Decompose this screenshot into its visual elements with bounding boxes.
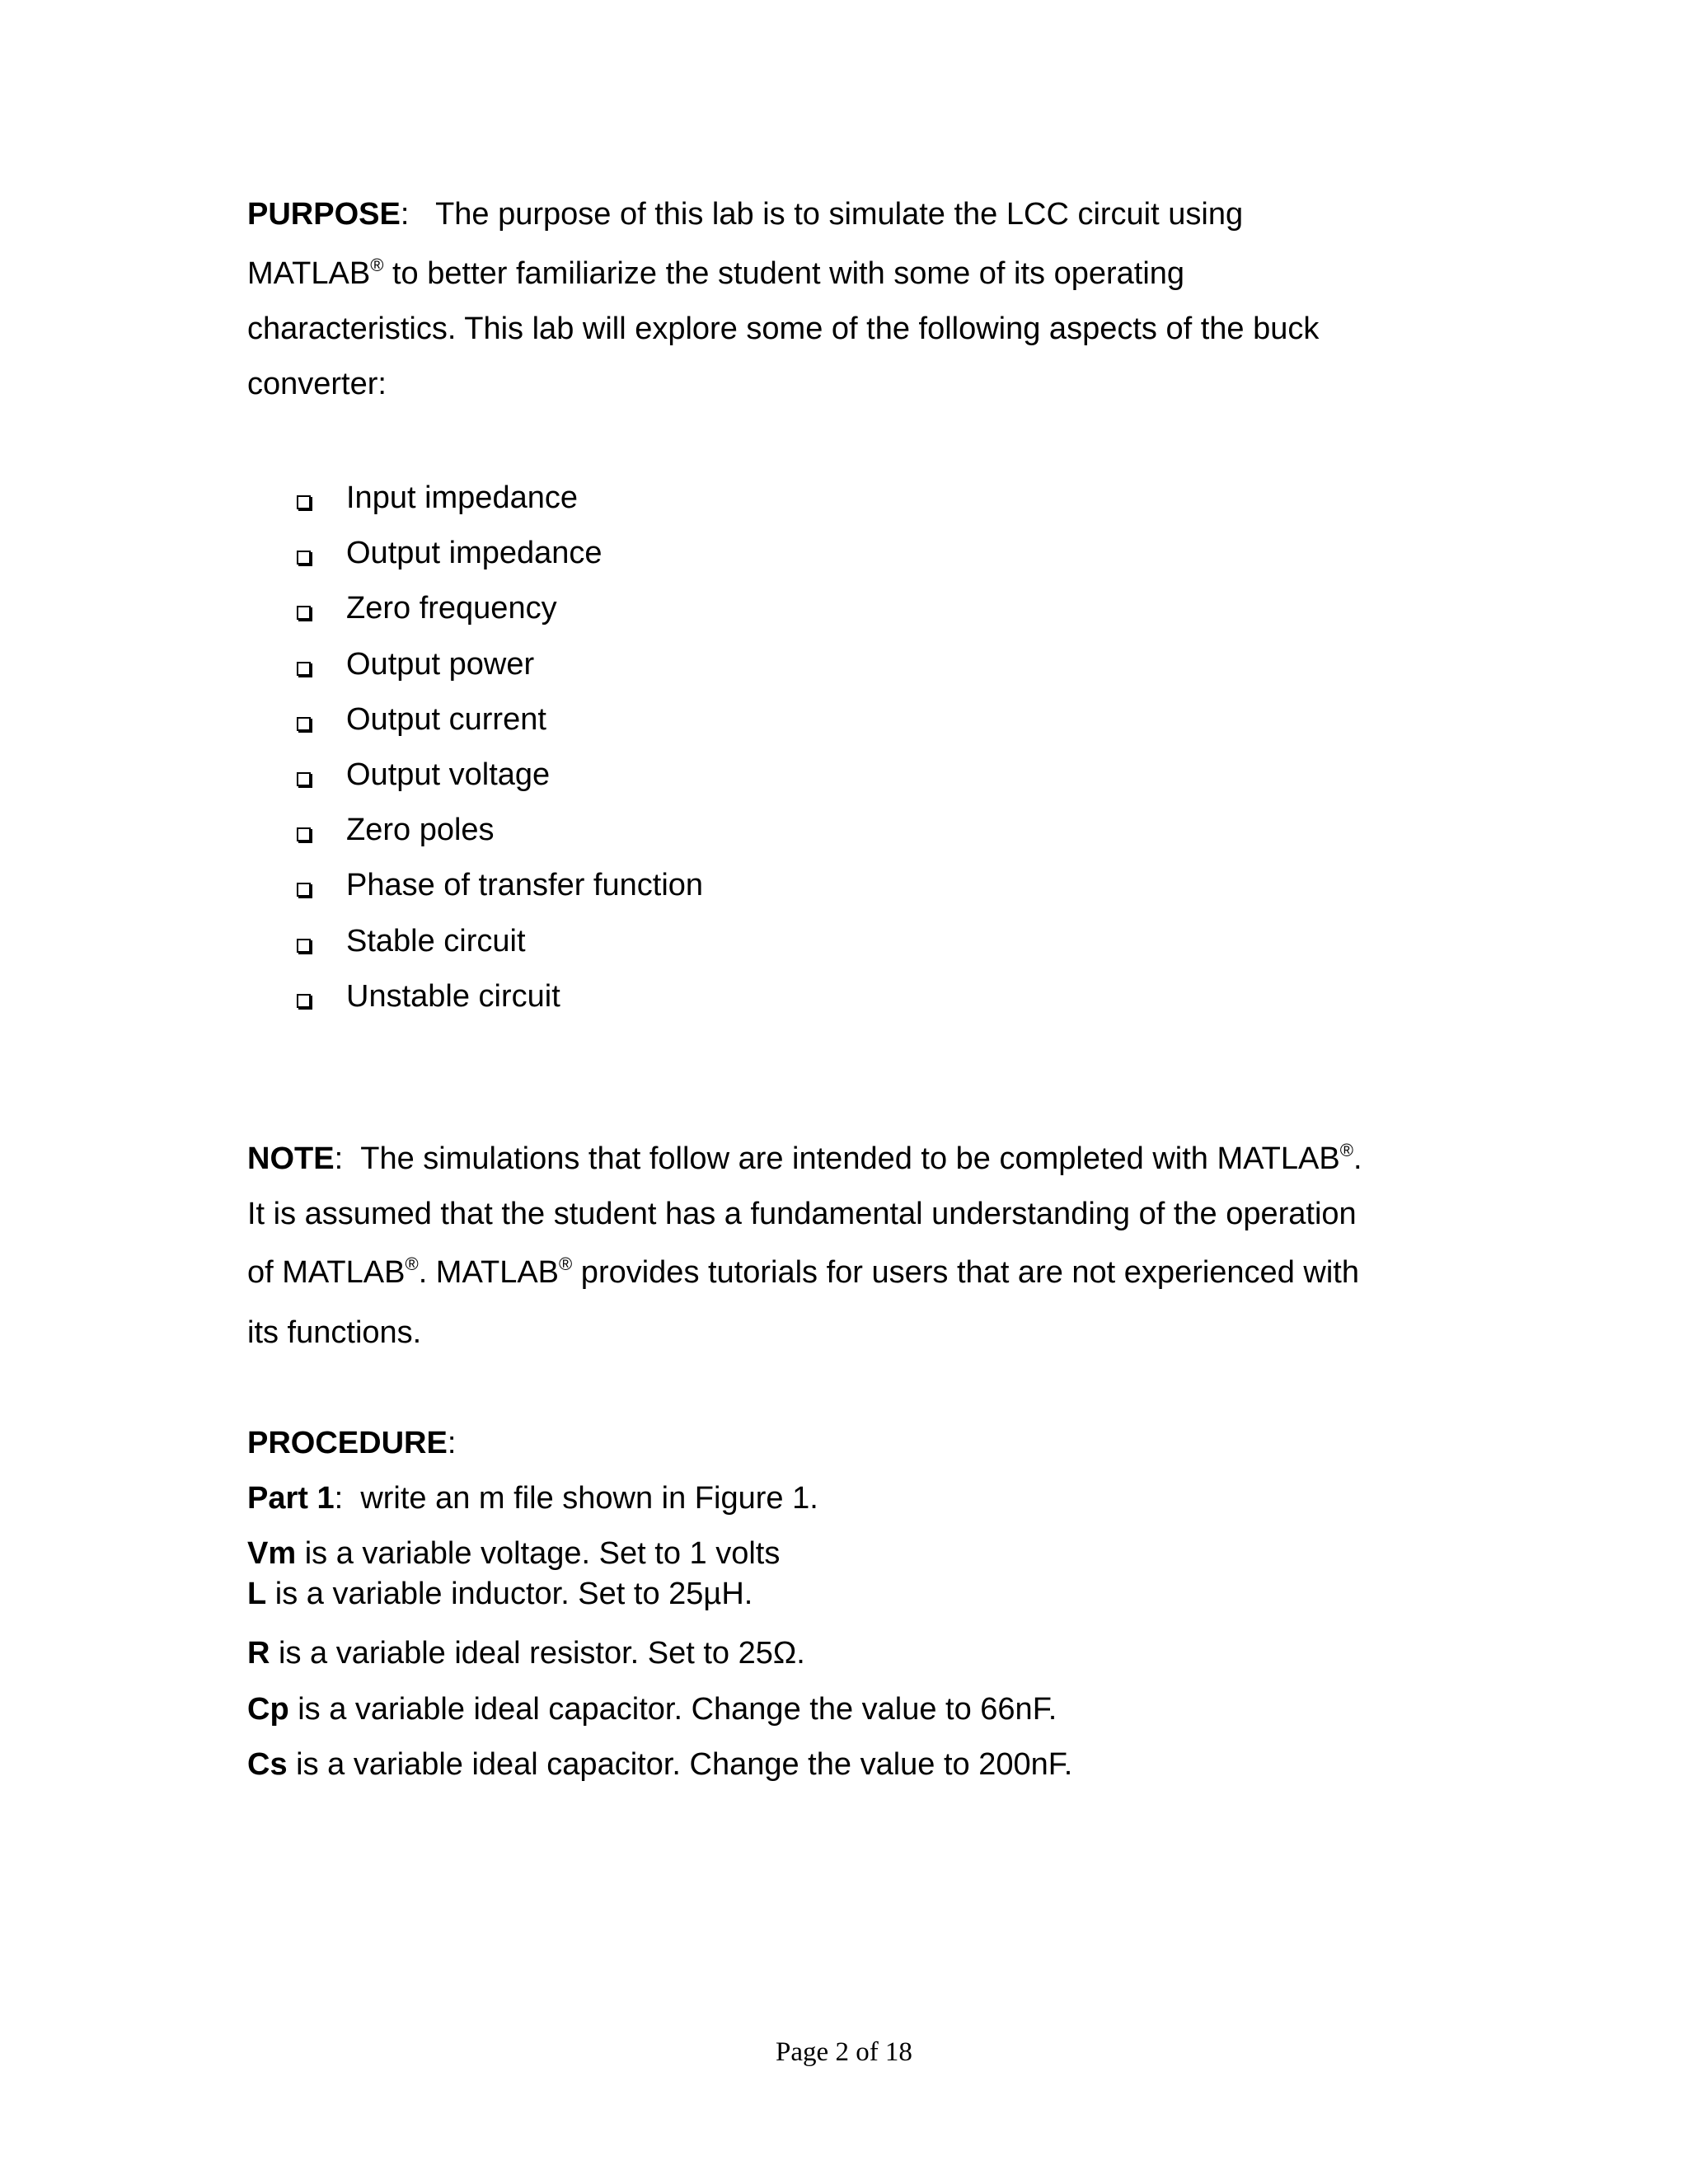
matlab-text: MATLAB (247, 256, 371, 291)
aspects-list (297, 473, 703, 1027)
list-item-label: Output voltage (346, 757, 551, 792)
note-label: NOTE (247, 1141, 335, 1176)
note-line-1: NOTE: The simulations that follow are intended to be completed with MATLAB®. (247, 1140, 1362, 1176)
list-item (297, 805, 703, 860)
param-l-line (247, 1574, 753, 1614)
param-name: Vm (247, 1536, 297, 1571)
note-text-1: The simulations that follow are intended to be completed with MATLAB (360, 1141, 1340, 1176)
registered-mark: ® (370, 255, 384, 275)
list-item (297, 640, 703, 695)
procedure-label: PROCEDURE (247, 1426, 448, 1460)
list-item-label: Output impedance (346, 536, 603, 571)
list-item (297, 916, 703, 972)
list-item (297, 972, 703, 1027)
param-text: is a variable ideal resistor. Set to 25Ω. (270, 1636, 805, 1671)
checkbox-bullet-icon (297, 994, 311, 1008)
list-item-label: Input impedance (346, 480, 578, 515)
page-number-footer: Page 2 of 18 (776, 2037, 912, 2067)
part-label: Part 1 (247, 1481, 335, 1516)
list-item-label: Zero poles (346, 813, 495, 848)
note-text-3b: . MATLAB (418, 1255, 560, 1290)
note-line-4: its functions. (247, 1315, 422, 1350)
procedure-heading: PROCEDURE: (247, 1426, 457, 1460)
param-cp-line (247, 1690, 1057, 1729)
param-name: L (247, 1577, 267, 1611)
purpose-label: PURPOSE (247, 197, 401, 232)
param-name: Cs (247, 1747, 288, 1782)
checkbox-bullet-icon (297, 883, 311, 897)
registered-mark: ® (559, 1254, 573, 1274)
list-item (297, 473, 703, 528)
note-text-3a: of MATLAB (247, 1255, 406, 1290)
list-item-label: Phase of transfer function (346, 868, 704, 903)
purpose-text-2: to better familiarize the student with some of its operating (383, 256, 1185, 291)
param-vm-line (247, 1534, 780, 1573)
list-item-label: Output power (346, 646, 535, 682)
checkbox-bullet-icon (297, 551, 311, 565)
checkbox-bullet-icon (297, 939, 311, 953)
list-item (297, 750, 703, 805)
part-text: write an m file shown in Figure 1. (360, 1481, 818, 1516)
checkbox-bullet-icon (297, 772, 311, 786)
part-1-line: Part 1: write an m file shown in Figure 1. (247, 1481, 818, 1516)
param-name: Cp (247, 1692, 289, 1727)
list-item (297, 583, 703, 639)
registered-mark: ® (1339, 1140, 1353, 1160)
note-text-3c: provides tutorials for users that are not experienced with (572, 1255, 1359, 1290)
purpose-line-4: converter: (247, 367, 387, 401)
purpose-line-2 (247, 254, 1184, 293)
list-item (297, 860, 703, 916)
param-text: is a variable inductor. Set to 25µH. (266, 1577, 753, 1611)
list-item-label: Output current (346, 701, 546, 737)
list-item (297, 695, 703, 750)
param-r-line (247, 1633, 805, 1673)
checkbox-bullet-icon (297, 606, 311, 620)
list-item-label: Unstable circuit (346, 978, 560, 1014)
checkbox-bullet-icon (297, 495, 311, 509)
param-text: is a variable voltage. Set to 1 volts (296, 1536, 781, 1571)
list-item-label: Stable circuit (346, 923, 526, 958)
registered-mark: ® (405, 1254, 419, 1274)
note-line-2: It is assumed that the student has a fundamental understanding of the operation (247, 1197, 1357, 1231)
purpose-line-3: characteristics. This lab will explore some of the following aspects of the buck (247, 312, 1320, 346)
checkbox-bullet-icon (297, 717, 311, 731)
param-cs-line (247, 1745, 1072, 1784)
checkbox-bullet-icon (297, 827, 311, 841)
list-item-label: Zero frequency (346, 591, 557, 626)
param-text: is a variable ideal capacitor. Change the value to 200nF. (287, 1747, 1073, 1782)
list-item (297, 528, 703, 583)
purpose-line-1: PURPOSE: The purpose of this lab is to simulate the LCC circuit using (247, 197, 1244, 232)
checkbox-bullet-icon (297, 662, 311, 676)
param-name: R (247, 1636, 270, 1671)
note-period: . (1353, 1141, 1362, 1176)
note-line-3 (247, 1253, 1359, 1292)
param-text: is a variable ideal capacitor. Change the value to 66nF. (288, 1692, 1057, 1727)
purpose-text-1: The purpose of this lab is to simulate the LCC circuit using (435, 197, 1244, 232)
